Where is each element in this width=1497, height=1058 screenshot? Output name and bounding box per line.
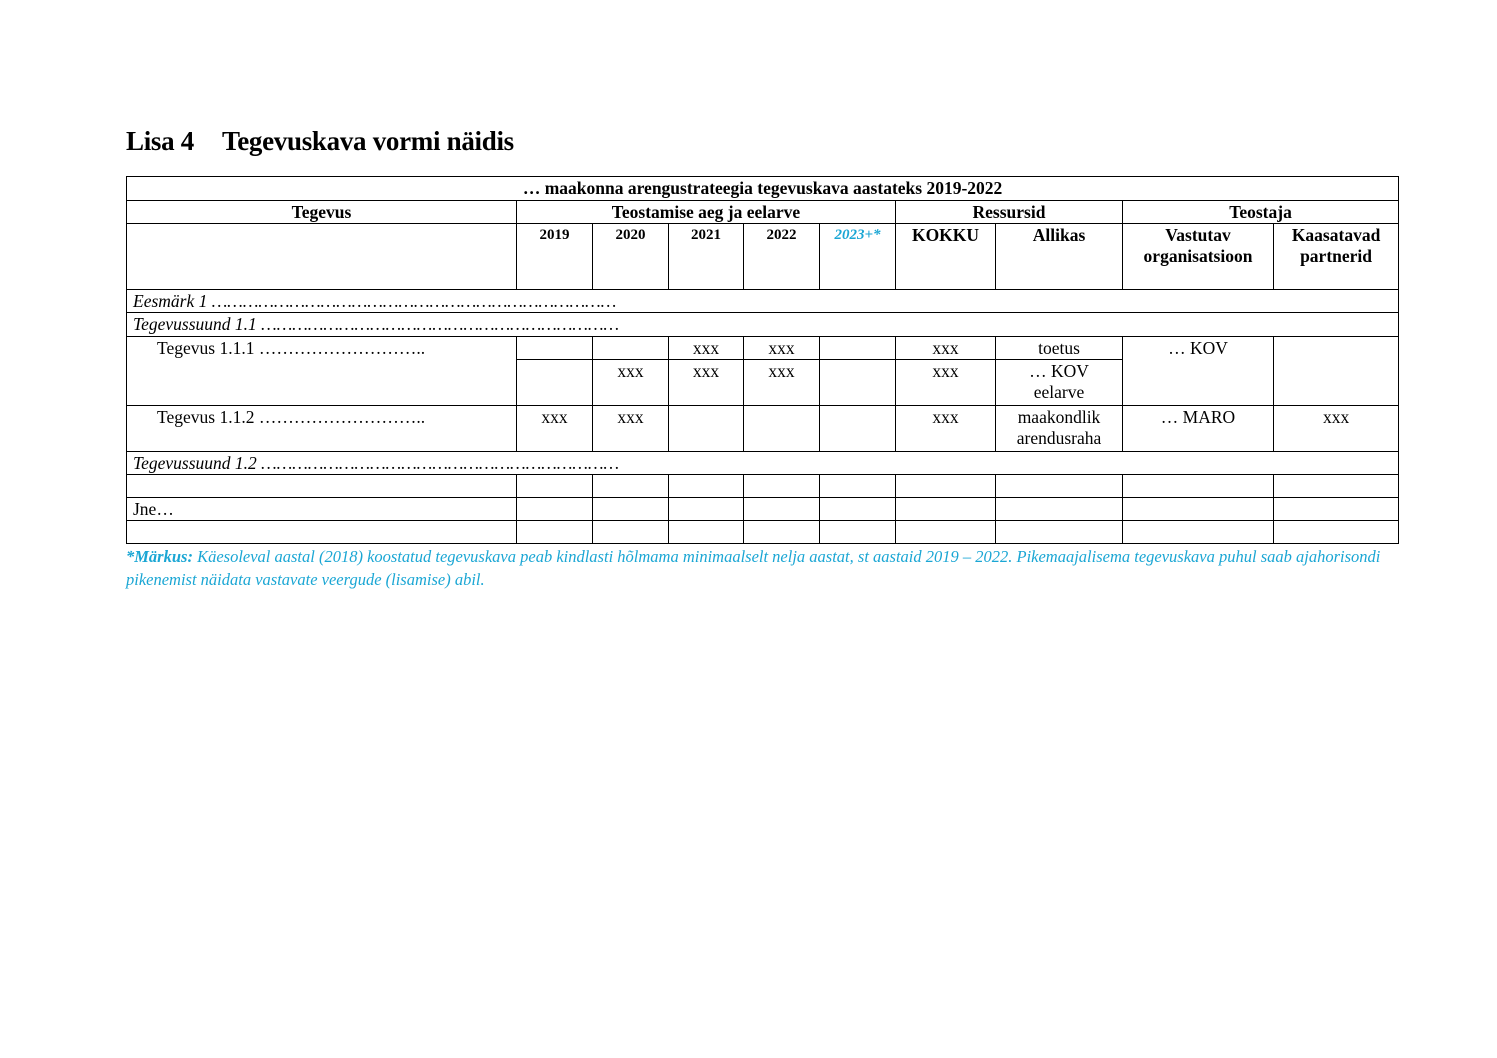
annex-number: Lisa 4	[126, 126, 194, 156]
direction-row-1-2: Tegevussuund 1.2 ……………………………………………………………	[127, 452, 1399, 475]
column-header-responsible: Vastutav organisatsioon	[1123, 224, 1274, 290]
table-cell	[593, 521, 669, 544]
activity-1-1-1-b-2020: xxx	[593, 360, 669, 406]
column-header-2021: 2021	[669, 224, 744, 290]
activity-1-1-1-b-2022: xxx	[744, 360, 820, 406]
group-header-time-budget: Teostamise aeg ja eelarve	[517, 201, 896, 224]
table-cell	[896, 521, 996, 544]
activity-1-1-1-b-source: … KOV eelarve	[996, 360, 1123, 406]
table-cell	[1274, 475, 1399, 498]
activity-1-1-1-source: toetus	[996, 337, 1123, 360]
table-cell	[820, 360, 896, 406]
table-cell	[896, 498, 996, 521]
activity-1-1-1-b-total: xxx	[896, 360, 996, 406]
group-header-implementer: Teostaja	[1123, 201, 1399, 224]
activity-1-1-1-responsible: … KOV	[1123, 337, 1274, 406]
header-blank-cell	[127, 224, 517, 290]
activity-1-1-1-total: xxx	[896, 337, 996, 360]
table-cell	[593, 498, 669, 521]
table-cell	[127, 475, 517, 498]
table-cell	[744, 406, 820, 452]
direction-row-1-1: Tegevussuund 1.1 ……………………………………………………………	[127, 313, 1399, 337]
activity-1-1-2-label: Tegevus 1.1.2 ………………………..	[127, 406, 517, 452]
footnote-label: *Märkus:	[126, 547, 193, 566]
table-cell	[1123, 498, 1274, 521]
table-cell	[1274, 521, 1399, 544]
column-header-source: Allikas	[996, 224, 1123, 290]
table-cell	[669, 498, 744, 521]
table-cell	[517, 498, 593, 521]
column-header-2023-plus: 2023+*	[820, 224, 896, 290]
activity-1-1-2-partners: xxx	[1274, 406, 1399, 452]
activity-1-1-2-source: maakondlik arendusraha	[996, 406, 1123, 452]
goal-row: Eesmärk 1 ……………………………………………………………………	[127, 290, 1399, 313]
table-cell	[896, 475, 996, 498]
table-cell	[593, 337, 669, 360]
table-cell	[820, 498, 896, 521]
activity-1-1-1-2022: xxx	[744, 337, 820, 360]
table-caption: … maakonna arengustrateegia tegevuskava aastateks 2019-2022	[127, 177, 1399, 201]
table-cell	[127, 521, 517, 544]
activity-1-1-1-b-2021: xxx	[669, 360, 744, 406]
footnote	[126, 545, 1386, 591]
table-cell	[517, 521, 593, 544]
table-cell	[996, 475, 1123, 498]
action-plan-table	[126, 176, 1399, 544]
activity-1-1-2-total: xxx	[896, 406, 996, 452]
table-cell	[1274, 337, 1399, 406]
table-cell	[996, 521, 1123, 544]
table-cell	[820, 521, 896, 544]
table-cell	[669, 406, 744, 452]
table-cell	[820, 475, 896, 498]
group-header-resources: Ressursid	[896, 201, 1123, 224]
table-cell	[820, 406, 896, 452]
table-cell	[1123, 475, 1274, 498]
footnote-text: Käesoleval aastal (2018) koostatud tegevuskava peab kindlasti hõlmama minimaalselt nelja aastat, st aastaid 2019 – 2022. Pikemaajalisema tegevuskava puhul saab ajahorisondi pikenemist näidata vastavate veergude (lisamise) abil.	[126, 547, 1381, 589]
activity-1-1-1-label: Tegevus 1.1.1 ………………………..	[127, 337, 517, 406]
table-cell	[593, 475, 669, 498]
table-cell	[996, 498, 1123, 521]
page-heading	[126, 126, 514, 157]
activity-1-1-2-responsible: … MARO	[1123, 406, 1274, 452]
table-cell	[517, 360, 593, 406]
activity-1-1-2-2020: xxx	[593, 406, 669, 452]
group-header-activity: Tegevus	[127, 201, 517, 224]
column-header-2020: 2020	[593, 224, 669, 290]
table-cell	[820, 337, 896, 360]
table-cell	[744, 498, 820, 521]
column-header-2022: 2022	[744, 224, 820, 290]
annex-title: Tegevuskava vormi näidis	[222, 126, 514, 156]
table-cell	[669, 521, 744, 544]
table-cell	[1274, 498, 1399, 521]
table-cell	[517, 337, 593, 360]
etc-row-label: Jne…	[127, 498, 517, 521]
table-cell	[1123, 521, 1274, 544]
activity-1-1-1-2021: xxx	[669, 337, 744, 360]
column-header-total: KOKKU	[896, 224, 996, 290]
column-header-partners: Kaasatavad partnerid	[1274, 224, 1399, 290]
activity-1-1-2-2019: xxx	[517, 406, 593, 452]
table-cell	[669, 475, 744, 498]
table-cell	[744, 521, 820, 544]
table-cell	[744, 475, 820, 498]
column-header-2019: 2019	[517, 224, 593, 290]
table-cell	[517, 475, 593, 498]
